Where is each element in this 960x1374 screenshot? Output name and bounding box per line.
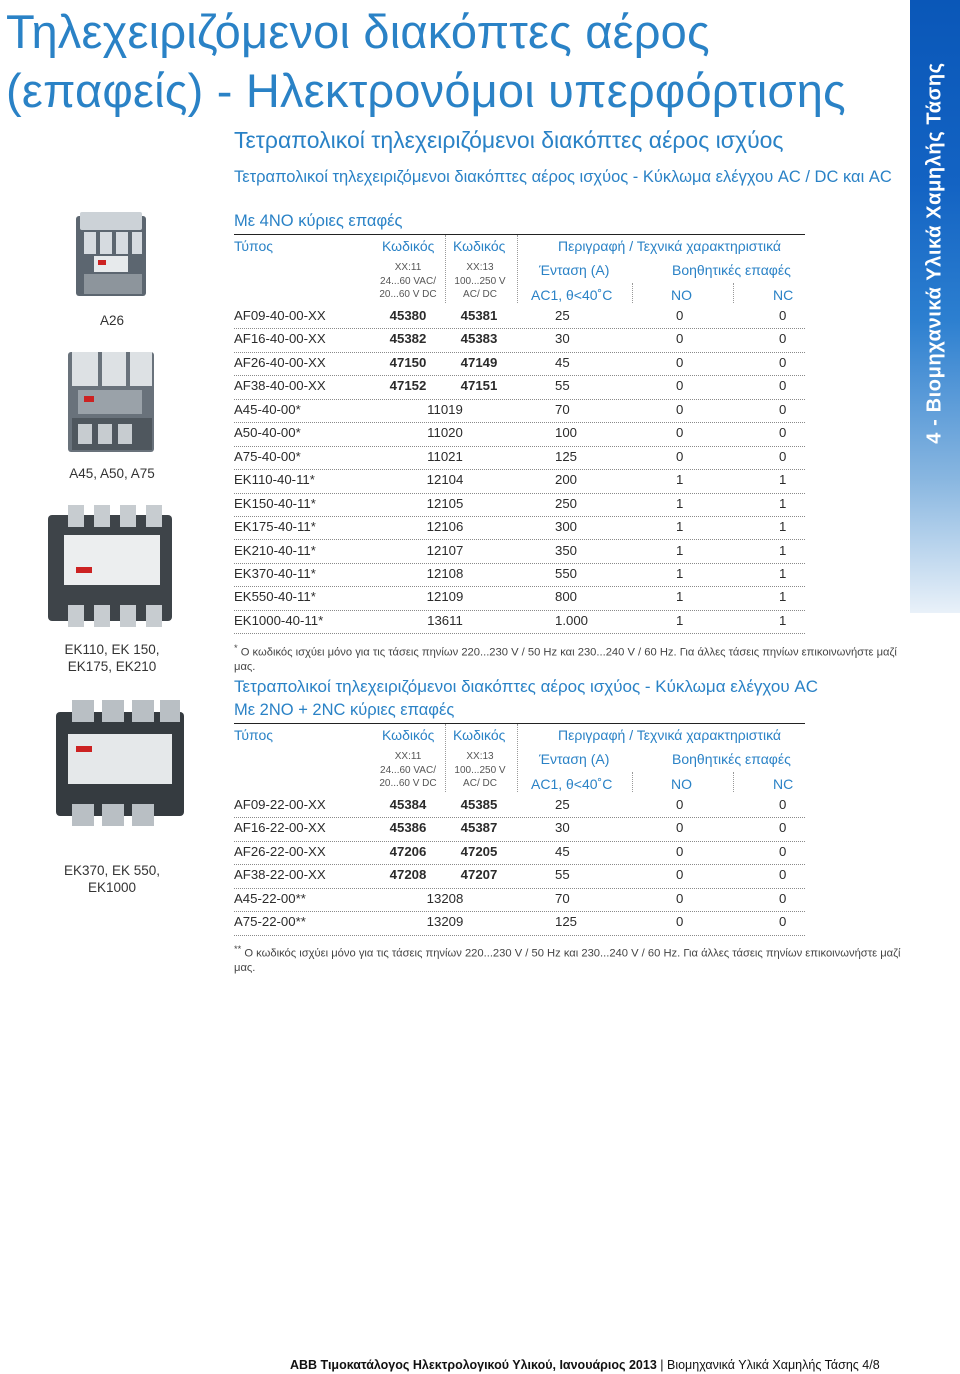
table1-footnote-mark: * <box>234 643 238 653</box>
type-cell: EK1000-40-11* <box>234 612 324 628</box>
no-cell: 1 <box>676 495 684 511</box>
contactor-a45-photo <box>64 348 160 461</box>
table2-code1-note <box>376 750 440 791</box>
type-cell: EK370-40-11* <box>234 565 316 581</box>
footer-section: | Βιομηχανικά Υλικά Χαμηλής Τάσης <box>660 1358 859 1372</box>
table1-col-nc: NC <box>773 287 794 303</box>
code2-cell: 47149 <box>460 354 498 370</box>
table2-col-type: Τύπος <box>234 727 273 743</box>
current-cell: 45 <box>555 843 570 859</box>
nc-cell: 0 <box>779 401 787 417</box>
nc-cell: 1 <box>779 565 787 581</box>
table1-col-ac1: AC1, θ<40˚C <box>531 287 613 303</box>
type-cell: AF38-40-00-XX <box>234 378 326 394</box>
table1-divider-aux <box>733 283 734 303</box>
no-cell: 0 <box>676 448 684 464</box>
no-cell: 0 <box>676 820 684 836</box>
nc-cell: 0 <box>779 354 787 370</box>
current-cell: 30 <box>555 331 570 347</box>
table1-col-type: Τύπος <box>234 238 273 254</box>
current-cell: 125 <box>555 914 578 930</box>
nc-cell: 0 <box>779 308 787 323</box>
current-cell: 100 <box>555 425 578 441</box>
chapter-sidebar-label: 4 - Βιομηχανικά Υλικά Χαμηλής Τάσης <box>923 62 946 444</box>
type-cell: AF09-22-00-XX <box>234 797 326 812</box>
type-cell: EK210-40-11* <box>234 542 316 558</box>
current-cell: 125 <box>555 448 578 464</box>
code1-cell: 45386 <box>389 820 427 836</box>
code2-cell: 47205 <box>460 843 498 859</box>
chapter-sidebar <box>910 0 960 613</box>
table1-col-aux: Βοηθητικές επαφές <box>672 262 791 278</box>
no-cell: 1 <box>676 519 684 535</box>
nc-cell: 1 <box>779 472 787 488</box>
table-row <box>234 841 805 865</box>
table2-code1-note-line: 24...60 VAC/ <box>380 764 436 776</box>
code2-cell: 47151 <box>460 378 498 394</box>
table2-code1-note-line: 20...60 V DC <box>379 778 437 789</box>
table2-code2-note-line: AC/ DC <box>463 778 497 789</box>
table2-footnote-text: Ο κωδικός ισχύει μόνο για τις τάσεις πηνίων 220...230 V / 50 Hz και 230...240 V / 60 Hz. Για άλλες τάσεις πηνίων επικοινωνήστε μαζί μας. <box>234 947 901 974</box>
table2-col-code2: Κωδικός <box>453 727 506 743</box>
table1-divider-amp <box>632 283 633 303</box>
code1-cell: 47152 <box>389 378 427 394</box>
table-row <box>234 610 805 634</box>
table-row <box>234 586 805 610</box>
code-cell: 13208 <box>426 890 464 906</box>
type-cell: A75-22-00** <box>234 914 306 930</box>
code-cell: 12108 <box>426 565 464 581</box>
current-cell: 25 <box>555 308 570 323</box>
no-cell: 0 <box>676 401 684 417</box>
table2-col-desc: Περιγραφή / Τεχνικά χαρακτηριστικά <box>558 727 782 743</box>
table-row <box>234 469 805 493</box>
type-cell: A50-40-00* <box>234 425 301 441</box>
table1-code1-note-line: XX:11 <box>394 262 422 273</box>
current-cell: 1.000 <box>555 612 589 628</box>
nc-cell: 0 <box>779 843 787 859</box>
no-cell: 0 <box>676 331 684 347</box>
table2-code2-note <box>447 750 513 791</box>
table-row <box>234 399 805 423</box>
table-row <box>234 911 805 935</box>
table2-divider-codes <box>445 724 446 792</box>
code-cell: 12106 <box>426 519 464 535</box>
type-cell: EK550-40-11* <box>234 589 316 605</box>
table1-code1-note-line: 20...60 V DC <box>379 289 437 300</box>
table2-divider-amp <box>632 772 633 792</box>
table2-col-nc: NC <box>773 776 794 792</box>
table1-footnote <box>234 641 914 674</box>
table1-code1-note-line: 24...60 VAC/ <box>380 275 436 287</box>
nc-cell: 1 <box>779 495 787 511</box>
code2-cell: 45383 <box>460 331 498 347</box>
no-cell: 1 <box>676 612 684 628</box>
contactor-a26-photo <box>72 210 152 305</box>
table1-divider-codes <box>445 235 446 303</box>
footer-catalog: ABB Τιμοκατάλογος Ηλεκτρολογικού Υλικού, Ιανουάριος 2013 <box>290 1358 657 1372</box>
no-cell: 1 <box>676 589 684 605</box>
code-cell: 11019 <box>427 401 463 417</box>
table-row <box>234 563 805 587</box>
type-cell: A75-40-00* <box>234 448 301 464</box>
nc-cell: 0 <box>779 448 787 464</box>
table2-divider-aux <box>733 772 734 792</box>
section-heading: Τετραπολικοί τηλεχειριζόμενοι διακόπτες αέρος ισχύος <box>234 127 784 153</box>
code1-cell: 47208 <box>389 867 427 883</box>
code-cell: 13209 <box>426 914 464 930</box>
current-cell: 300 <box>555 519 578 535</box>
page-footer <box>290 1358 880 1372</box>
nc-cell: 0 <box>779 914 787 930</box>
type-cell: AF16-22-00-XX <box>234 820 326 836</box>
no-cell: 0 <box>676 308 684 323</box>
table1-col-current: Ένταση (A) <box>539 262 610 278</box>
nc-cell: 1 <box>779 542 787 558</box>
contactor-ek370-photo <box>54 700 188 831</box>
table1-col-code1: Κωδικός <box>382 238 435 254</box>
table2-col-no: NO <box>671 776 692 792</box>
current-cell: 55 <box>555 867 570 883</box>
no-cell: 0 <box>676 378 684 394</box>
code-cell: 12105 <box>426 495 464 511</box>
table1-code2-note-line: XX:13 <box>466 262 494 273</box>
type-cell: EK110-40-11* <box>234 472 315 488</box>
page-title <box>6 2 911 120</box>
current-cell: 550 <box>555 565 578 581</box>
image-caption-a26: A26 <box>99 313 125 328</box>
table1-subtitle: Τετραπολικοί τηλεχειριζόμενοι διακόπτες αέρος ισχύος - Κύκλωμα ελέγχου AC / DC και AC <box>234 168 892 186</box>
no-cell: 0 <box>676 890 684 906</box>
no-cell: 0 <box>676 867 684 883</box>
current-cell: 70 <box>555 401 570 417</box>
nc-cell: 0 <box>779 867 787 883</box>
no-cell: 0 <box>676 425 684 441</box>
code-cell: 11021 <box>427 448 463 464</box>
no-cell: 0 <box>676 797 684 812</box>
table2-subtitle: Τετραπολικοί τηλεχειριζόμενοι διακόπτες αέρος ισχύος - Κύκλωμα ελέγχου AC <box>234 677 818 696</box>
code1-cell: 45384 <box>389 797 427 812</box>
code1-cell: 47206 <box>389 843 427 859</box>
table-row <box>234 446 805 470</box>
table1-top-rule <box>234 234 805 235</box>
current-cell: 55 <box>555 378 570 394</box>
nc-cell: 0 <box>779 820 787 836</box>
type-cell: AF16-40-00-XX <box>234 331 326 347</box>
current-cell: 350 <box>555 542 578 558</box>
no-cell: 1 <box>676 542 684 558</box>
table1-contacts: Με 4NO κύριες επαφές <box>234 212 403 230</box>
code2-cell: 47207 <box>460 867 498 883</box>
page-title-line-1: Τηλεχειριζόμενοι διακόπτες αέρος <box>6 5 710 58</box>
no-cell: 0 <box>676 914 684 930</box>
type-cell: EK175-40-11* <box>234 519 316 535</box>
code-cell: 12104 <box>426 472 464 488</box>
table2-col-aux: Βοηθητικές επαφές <box>672 751 791 767</box>
table2-top-rule <box>234 723 805 724</box>
type-cell: AF26-40-00-XX <box>234 354 326 370</box>
table-row <box>234 794 805 818</box>
table2-col-ac1: AC1, θ<40˚C <box>531 776 613 792</box>
table2-code2-note-line: XX:13 <box>466 751 494 762</box>
image-caption-ek110: EK110, EK 150, EK175, EK210 <box>64 642 160 674</box>
table-row <box>234 888 805 912</box>
nc-cell: 0 <box>779 425 787 441</box>
code2-cell: 45385 <box>460 797 498 812</box>
table1-code2-note-line: AC/ DC <box>463 289 497 300</box>
table1-col-desc: Περιγραφή / Τεχνικά χαρακτηριστικά <box>558 238 782 254</box>
nc-cell: 0 <box>779 331 787 347</box>
nc-cell: 1 <box>779 589 787 605</box>
table1-code2-note <box>447 261 513 302</box>
table2-col-current: Ένταση (A) <box>539 751 610 767</box>
code1-cell: 47150 <box>389 354 427 370</box>
table-row <box>234 305 805 329</box>
current-cell: 30 <box>555 820 570 836</box>
nc-cell: 0 <box>779 797 787 812</box>
type-cell: AF38-22-00-XX <box>234 867 326 883</box>
no-cell: 0 <box>676 354 684 370</box>
code-cell: 12107 <box>426 542 464 558</box>
table2-code2-note-line: 100...250 V <box>454 764 506 776</box>
table1-col-no: NO <box>671 287 692 303</box>
table1-divider-desc <box>517 235 518 303</box>
table2-footnote <box>234 942 914 975</box>
current-cell: 250 <box>555 495 578 511</box>
type-cell: A45-40-00* <box>234 401 301 417</box>
table1-footnote-text: Ο κωδικός ισχύει μόνο για τις τάσεις πηνίων 220...230 V / 50 Hz και 230...240 V / 60 Hz. Για άλλες τάσεις πηνίων επικοινωνήστε μαζί μας. <box>234 646 897 673</box>
image-caption-a45: A45, A50, A75 <box>69 466 155 481</box>
table-row <box>234 817 805 841</box>
table2-footnote-mark: ** <box>234 944 242 954</box>
type-cell: EK150-40-11* <box>234 495 316 511</box>
code1-cell: 45382 <box>389 331 427 347</box>
table-row <box>234 422 805 446</box>
table2-col-code1: Κωδικός <box>382 727 435 743</box>
table-row <box>234 864 805 888</box>
table-row <box>234 493 805 517</box>
table-row <box>234 540 805 564</box>
table1-col-code2: Κωδικός <box>453 238 506 254</box>
table-row <box>234 516 805 540</box>
table-row <box>234 375 805 399</box>
current-cell: 25 <box>555 797 570 812</box>
table2-divider-desc <box>517 724 518 792</box>
code2-cell: 45381 <box>460 308 498 323</box>
image-caption-ek370: EK370, EK 550, EK1000 <box>63 863 161 895</box>
current-cell: 200 <box>555 472 578 488</box>
no-cell: 1 <box>676 565 684 581</box>
no-cell: 0 <box>676 843 684 859</box>
no-cell: 1 <box>676 472 684 488</box>
footer-page-number: 4/8 <box>862 1358 880 1372</box>
table2-code1-note-line: XX:11 <box>394 751 422 762</box>
current-cell: 800 <box>555 589 578 605</box>
type-cell: AF09-40-00-XX <box>234 308 326 323</box>
code1-cell: 45380 <box>389 308 427 323</box>
code-cell: 11020 <box>427 425 463 441</box>
contactor-ek110-photo <box>46 505 176 632</box>
type-cell: A45-22-00** <box>234 890 306 906</box>
table-row <box>234 352 805 376</box>
nc-cell: 0 <box>779 890 787 906</box>
code-cell: 13611 <box>427 612 463 628</box>
nc-cell: 1 <box>779 519 787 535</box>
type-cell: AF26-22-00-XX <box>234 843 326 859</box>
nc-cell: 1 <box>779 612 787 628</box>
table-row <box>234 328 805 352</box>
current-cell: 45 <box>555 354 570 370</box>
nc-cell: 0 <box>779 378 787 394</box>
current-cell: 70 <box>555 890 570 906</box>
code-cell: 12109 <box>426 589 464 605</box>
table1-code1-note <box>376 261 440 302</box>
page-title-line-2: (επαφείς) - Ηλεκτρονόμοι υπερφόρτισης <box>6 64 846 117</box>
table1-code2-note-line: 100...250 V <box>454 275 506 287</box>
table2-contacts: Με 2NO + 2NC κύριες επαφές <box>234 701 455 719</box>
code2-cell: 45387 <box>460 820 498 836</box>
